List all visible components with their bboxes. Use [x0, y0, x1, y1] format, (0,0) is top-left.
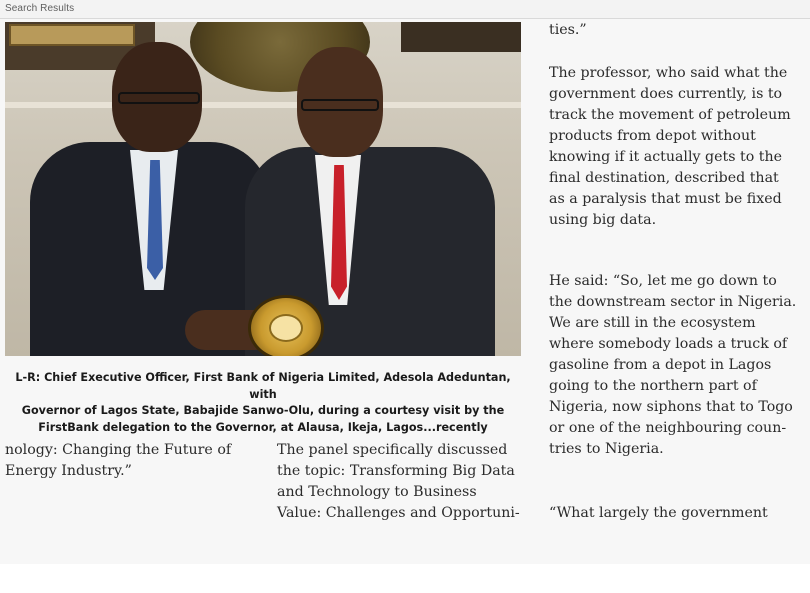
person-left [20, 42, 270, 356]
glasses-left [118, 92, 200, 104]
article-text-left: nology: Changing the Future of Energy Industry.” [5, 442, 232, 479]
article-text-right-2: The professor, who said what the government does currently, is to track the movement of petroleum products from depot without knowing if it actually gets to the final destination, described that as a paralysis that must be fixed using big data. [549, 65, 791, 228]
article-text-middle: The panel specifically discussed the topic: Transforming Big Data and Technology to Business Value: Challenges and Opportuni- [277, 442, 520, 521]
search-results-label[interactable]: Search Results [5, 3, 75, 14]
photo-caption: L-R: Chief Executive Officer, First Bank of Nigeria Limited, Adesola Adeduntan, with Governor of Lagos State, Babajide Sanwo-Olu, during a courtesy visit by the FirstBank delegation to the Governor, at Alausa, Ikeja, Lagos...recently [15, 371, 511, 434]
article-text-right-1: ties.” [549, 22, 587, 38]
bottom-strip [0, 564, 810, 593]
award-crest-icon [269, 314, 303, 342]
article-photo[interactable] [5, 22, 521, 356]
glasses-right [301, 99, 379, 111]
article-text-right-4: “What largely the government [549, 505, 768, 521]
top-bar [0, 0, 810, 19]
award-plaque-icon [248, 295, 324, 356]
article-text-right-3: He said: “So, let me go down to the downstream sector in Nigeria. We are still in the ecosystem where somebody loads a truck of gasoline from a depot in Lagos going to the northern part of Nigeria, now siphons that to Togo or one of the neighbouring coun- tries to Nigeria. [549, 273, 797, 457]
